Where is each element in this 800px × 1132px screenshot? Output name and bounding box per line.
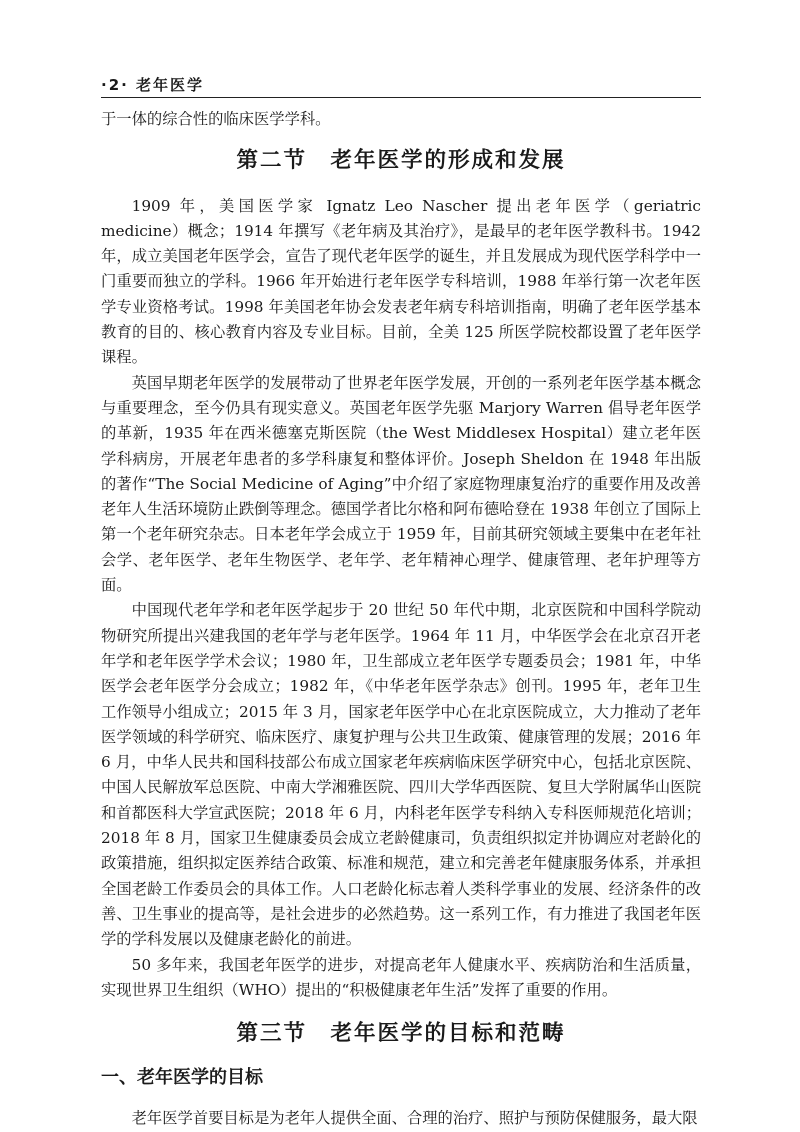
paragraph-us-history: 1909 年，美国医学家 Ignatz Leo Nascher 提出老年医学（geriatric medicine）概念；1914 年撰写《老年病及其治疗》，是最早的老年医学教科书。1942 年，成立美国老年医学会，宣告了现代老年医学的诞生，并且发展成为现代医学科学中一门重要而独立的学科。1966 年开始进行老年医学专科培训，1988 年举行第一次老年医学专业资格考试。1998 年美国老年协会发表老年病专科培训指南，明确了老年医学基本教育的目的、核心教育内容及专业目标。目前，全美 125 所医学院校都设置了老年医学课程。: [101, 196, 701, 367]
continuation-text: 于一体的综合性的临床医学学科。: [101, 110, 331, 128]
header-rule: [101, 97, 701, 98]
paragraph-uk-history: 英国早期老年医学的发展带动了世界老年医学发展，开创的一系列老年医学基本概念与重要理念，至今仍具有现实意义。英国老年医学先驱 Marjory Warren 倡导老年医学的革新，1935 年在西米德塞克斯医院（the West Middlesex Hospital）建立老年医学科病房，开展老年患者的多学科康复和整体评价。Joseph Sheldon 在 1948 年出版的著作“The Social Medicine of Aging”中介绍了家庭物理康复治疗的重要作用及改善老年人生活环境防止跌倒等理念。德国学者比尔格和阿布德哈登在 1938 年创立了国际上第一个老年研究杂志。日本老年学会成立于 1959 年，目前其研究领域主要集中在老年社会学、老年医学、老年生物医学、老年学、老年精神心理学、健康管理、老年护理等方面。: [101, 373, 701, 595]
subsection-title: 一、老年医学的目标: [101, 1067, 263, 1089]
page-label: ·2· 老年医学: [101, 76, 205, 94]
section-2-title: 第二节 老年医学的形成和发展: [236, 148, 566, 174]
page-body: [101, 107, 701, 1132]
paragraph-goals: 老年医学首要目标是为老年人提供全面、合理的治疗、照护与预防保健服务，最大限: [131, 1109, 698, 1128]
running-header: [101, 74, 701, 96]
paragraph-summary: 50 多年来，我国老年医学的进步，对提高老年人健康水平、疾病防治和生活质量，实现世界卫生组织（WHO）提出的“积极健康老年生活”发挥了重要的作用。: [101, 955, 701, 999]
paragraph-china-history: 中国现代老年学和老年医学起步于 20 世纪 50 年代中期，北京医院和中国科学院动物研究所提出兴建我国的老年学与老年医学。1964 年 11 月，中华医学会在北京召开老年学和老年医学学术会议；1980 年，卫生部成立老年医学专题委员会；1981 年，中华医学会老年医学分会成立；1982 年，《中华老年医学杂志》创刊。1995 年，老年卫生工作领导小组成立；2015 年 3 月，国家老年医学中心在北京医院成立，大力推动了老年医学领域的科学研究、临床医疗、康复护理与公共卫生政策、健康管理的发展；2016 年 6 月，中华人民共和国科技部公布成立国家老年疾病临床医学研究中心，包括北京医院、中国人民解放军总医院、中南大学湘雅医院、四川大学华西医院、复旦大学附属华山医院和首都医科大学宣武医院；2018 年 6 月，内科老年医学专科纳入专科医师规范化培训；2018 年 8 月，国家卫生健康委员会成立老龄健康司，负责组织拟定并协调应对老龄化的政策措施，组织拟定医养结合政策、标准和规范，建立和完善老年健康服务体系，并承担全国老龄工作委员会的具体工作。人口老龄化标志着人类科学事业的发展、经济条件的改善、卫生事业的提高等，是社会进步的必然趋势。这一系列工作，有力推进了我国老年医学的学科发展以及健康老龄化的前进。: [101, 601, 701, 949]
section-3-title: 第三节 老年医学的目标和范畴: [236, 1021, 566, 1047]
